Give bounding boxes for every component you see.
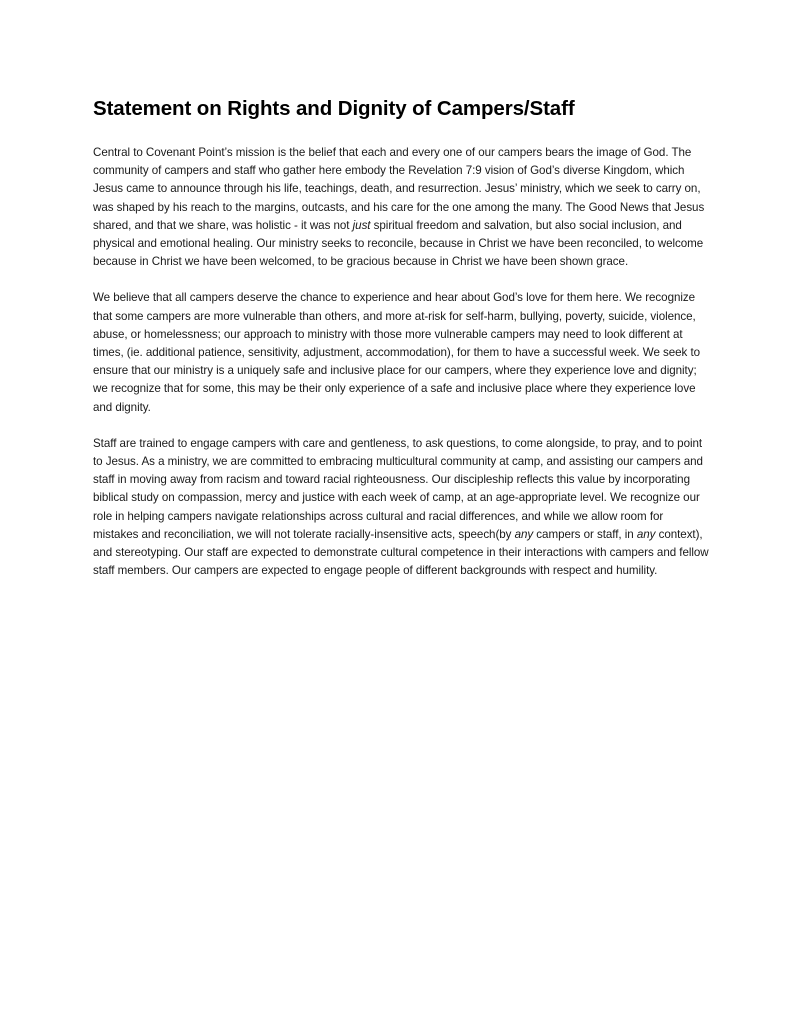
body-paragraph <box>93 435 709 581</box>
body-paragraph <box>93 144 709 271</box>
paragraph-text: context), and stereotyping. Our staff are expected to demonstrate cultural competence in their interactions with campers and fellow staff members. Our campers are expected to engage people of different backgrounds with respect and humility. <box>93 527 709 578</box>
document-body <box>93 96 709 598</box>
emphasis-text: just <box>352 218 371 232</box>
body-paragraph <box>93 289 709 416</box>
paragraph-text: campers or staff, in <box>533 527 637 541</box>
emphasis-text: any <box>514 527 534 541</box>
document-title: Statement on Rights and Dignity of Campers/Staff <box>93 97 575 120</box>
paragraph-text: spiritual freedom and salvation, but also social inclusion, and physical and emotional healing. Our ministry seeks to reconcile, because in Christ we have been reconciled, to welcome because in Christ we have been welcomed, to be gracious because in Christ we have been shown grace. <box>93 218 704 269</box>
paragraph-text: Central to Covenant Point’s mission is the belief that each and every one of our campers bears the image of God. The community of campers and staff who gather here embody the Revelation 7:9 vision of God’s diverse Kingdom, which Jesus came to announce through his life, teachings, death, and resurrection. Jesus’ ministry, which we seek to carry on, was shaped by his reach to the margins, outcasts, and his care for the one among the many. The Good News that Jesus shared, and that we share, was holistic - it was not <box>93 146 705 232</box>
paragraph-text: Staff are trained to engage campers with care and gentleness, to ask questions, to come alongside, to pray, and to point to Jesus. As a ministry, we are committed to embracing multicultural community at camp, and assisting our campers and staff in moving away from racism and toward racial righteousness. Our discipleship reflects this value by incorporating biblical study on compassion, mercy and justice with each week of camp, at an age-appropriate level. We recognize our role in helping campers navigate relationships across cultural and racial differences, and while we allow room for mistakes and reconciliation, we will not tolerate racially-insensitive acts, speech(by <box>93 436 703 541</box>
emphasis-text: any <box>636 527 656 541</box>
paragraph-container <box>93 144 709 580</box>
paragraph-text: We believe that all campers deserve the chance to experience and hear about God’s love for them here. We recognize that some campers are more vulnerable than others, and more at-risk for self-harm, bullying, poverty, suicide, violence, abuse, or homelessness; our approach to ministry with those more vulnerable campers may need to look different at times, (ie. additional patience, sensitivity, adjustment, accommodation), for them to have a successful week. We seek to ensure that our ministry is a uniquely safe and inclusive place for our campers, where they experience love and dignity; we recognize that for some, this may be their only experience of a safe and inclusive place where they experience love and dignity. <box>93 291 701 414</box>
